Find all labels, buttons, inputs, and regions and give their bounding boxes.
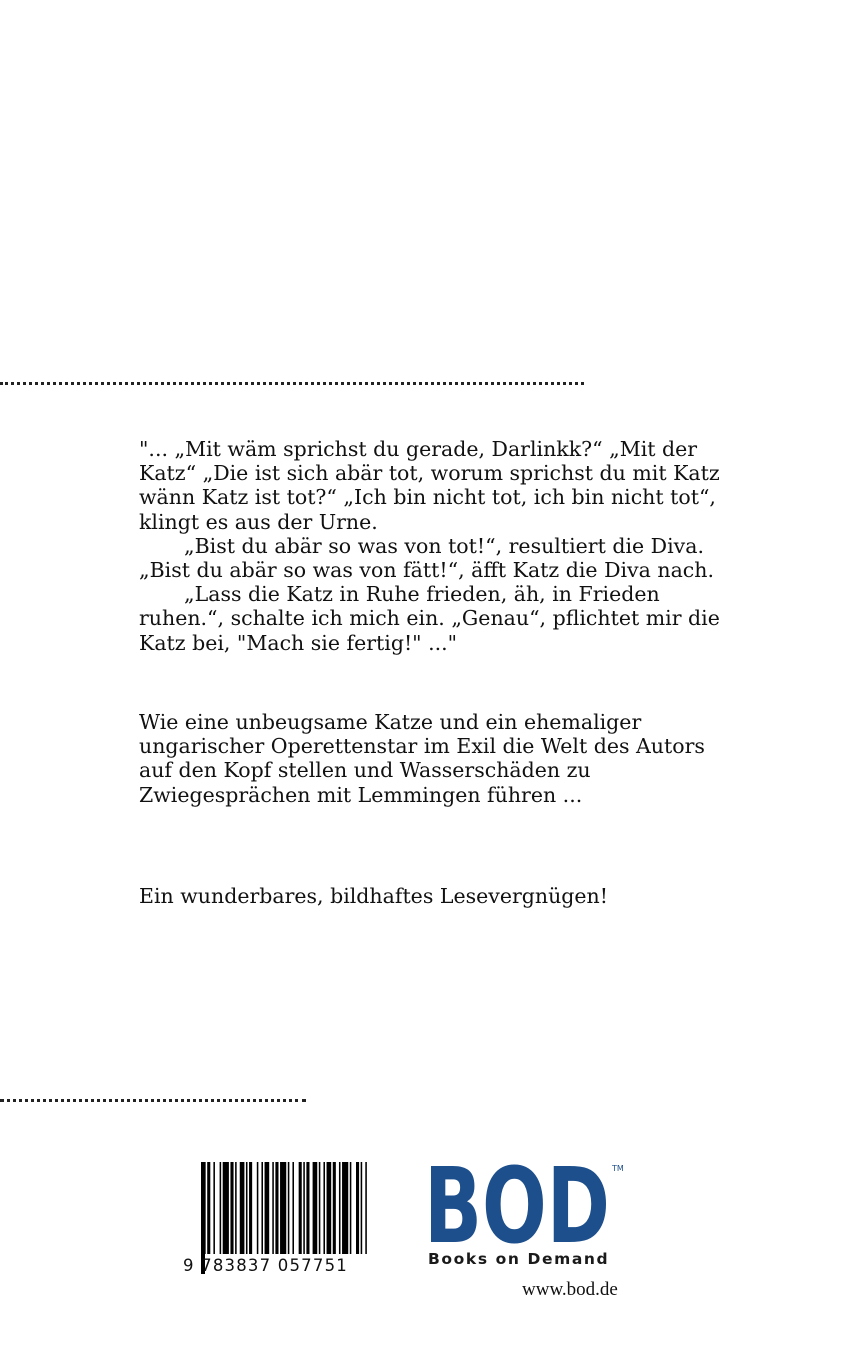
excerpt-line: ruhen.“, schalte ich mich ein. „Genau“, pflichtet mir die xyxy=(139,606,720,631)
dotted-divider-bottom xyxy=(0,1099,306,1102)
trademark-mark: TM xyxy=(612,1164,624,1173)
excerpt-line: Katz bei, "Mach sie fertig!" ..." xyxy=(139,630,458,655)
excerpt-line: „Bist du abär so was von tot!“, resultiert die Diva. xyxy=(184,533,704,558)
excerpt-line: "... „Mit wäm sprichst du gerade, Darlinkk?“ „Mit der xyxy=(139,437,698,461)
excerpt-line: klingt es aus der Urne. xyxy=(139,509,378,534)
praise-line: Ein wunderbares, bildhaftes Lesevergnügen! xyxy=(139,884,608,908)
blurb-line: auf den Kopf stellen und Wasserschäden zu xyxy=(139,758,591,783)
excerpt-line: Katz“ „Die ist sich abär tot, worum sprichst du mit Katz xyxy=(139,461,720,486)
excerpt-line: „Bist du abär so was von fätt!“, äfft Katz die Diva nach. xyxy=(139,558,715,583)
publisher-url[interactable]: www.bod.de xyxy=(522,1279,618,1300)
excerpt-quote xyxy=(139,437,719,655)
blurb-line: Zwiegesprächen mit Lemmingen führen ... xyxy=(139,782,583,807)
blurb-line: Wie eine unbeugsame Katze und ein ehemaliger xyxy=(139,710,642,734)
blurb-line: ungarischer Operettenstar im Exil die Welt des Autors xyxy=(139,734,705,759)
bod-logo-text: BOD xyxy=(424,1160,610,1246)
book-blurb xyxy=(139,710,719,807)
dotted-divider-top xyxy=(0,382,584,385)
isbn-number: 9 783837 057751 xyxy=(183,1256,348,1275)
excerpt-line: wänn Katz ist tot?“ „Ich bin nicht tot, ich bin nicht tot“, xyxy=(139,485,716,510)
bod-logo xyxy=(424,1160,630,1246)
excerpt-line: „Lass die Katz in Ruhe frieden, äh, in Frieden xyxy=(184,582,660,607)
publisher-tagline: Books on Demand xyxy=(428,1250,610,1268)
